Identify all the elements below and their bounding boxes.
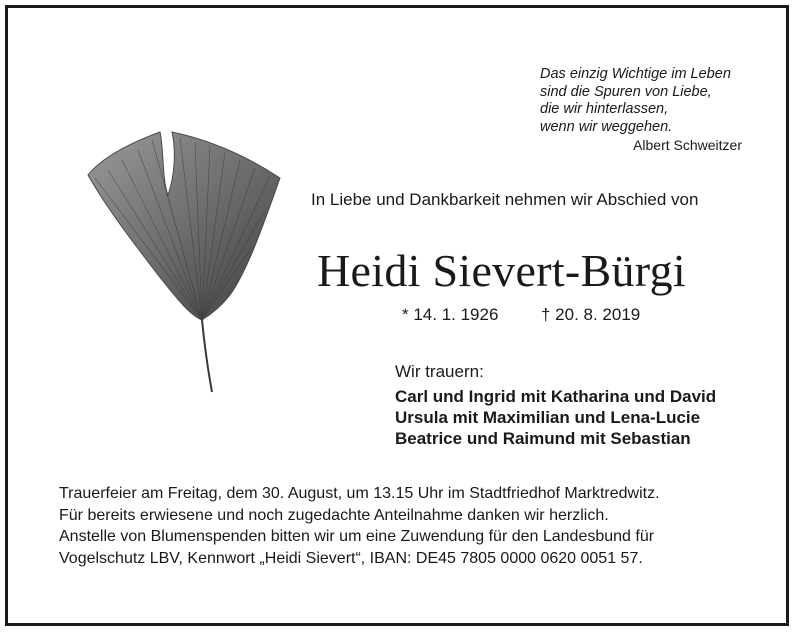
mourners-label: Wir trauern:	[395, 362, 484, 381]
intro-text: In Liebe und Dankbarkeit nehmen wir Abschied von	[311, 190, 699, 209]
note-line: Für bereits erwiesene und noch zugedachte Anteilnahme danken wir herzlich.	[59, 506, 609, 524]
quote	[540, 66, 790, 136]
notes	[59, 483, 660, 569]
note-line: Anstelle von Blumenspenden bitten wir um eine Zuwendung für den Landesbund für	[59, 528, 655, 545]
note-line: Trauerfeier am Freitag, dem 30. August, um 13.15 Uhr im Stadtfriedhof Marktredwitz.	[59, 485, 660, 502]
ginkgo-leaf-icon	[80, 120, 320, 400]
mourner-line: Beatrice und Raimund mit Sebastian	[395, 429, 691, 448]
death-date: † 20. 8. 2019	[541, 305, 641, 324]
note-line: Vogelschutz LBV, Kennwort „Heidi Sievert“, IBAN: DE45 7805 0000 0620 0051 57.	[59, 549, 643, 567]
mourner-line: Carl und Ingrid mit Katharina und David	[395, 387, 717, 406]
quote-author: Albert Schweitzer	[633, 137, 742, 153]
quote-line: wenn wir weggehen.	[540, 118, 673, 135]
mourner-line: Ursula mit Maximilian und Lena-Lucie	[395, 408, 701, 427]
mourners-list	[395, 386, 716, 449]
quote-line: Das einzig Wichtige im Leben	[540, 66, 731, 82]
deceased-name: Heidi Sievert-Bürgi	[317, 245, 686, 296]
birth-date: * 14. 1. 1926	[402, 305, 499, 324]
quote-line: sind die Spuren von Liebe,	[540, 83, 712, 100]
quote-line: die wir hinterlassen,	[540, 101, 669, 117]
